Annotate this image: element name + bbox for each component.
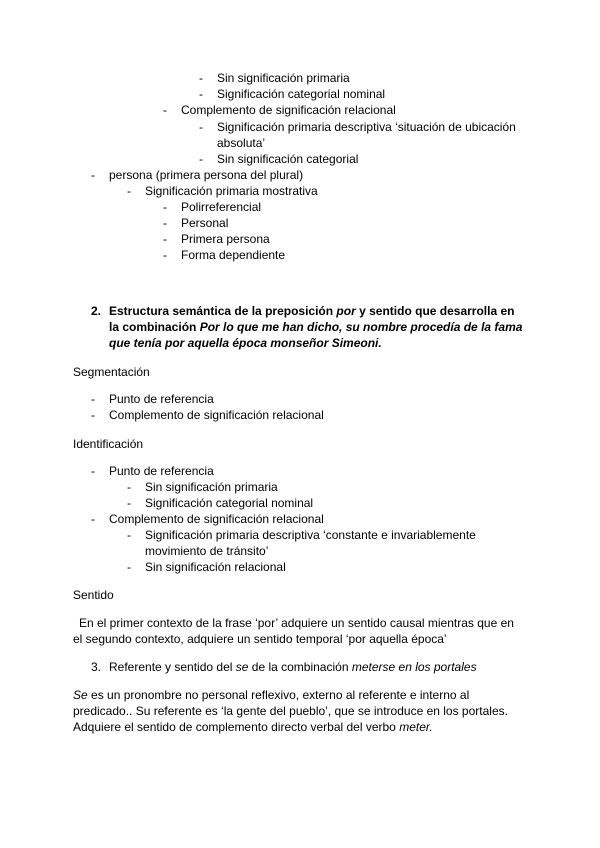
- section-heading-line: Estructura semántica de la preposición por y sentido que desarrolla en: [109, 304, 515, 318]
- subheading: Sentido: [73, 588, 114, 602]
- subheading: Segmentación: [73, 365, 150, 379]
- list-item: - Primera persona: [163, 232, 270, 246]
- list-item: - Sin significación categorial: [199, 152, 359, 166]
- subheading: Identificación: [73, 437, 144, 451]
- section-number: 2.: [91, 304, 102, 318]
- list-item-continuation: absoluta’: [217, 136, 266, 150]
- list-item: - Polirreferencial: [163, 200, 262, 214]
- list-item: - Forma dependiente: [163, 248, 286, 262]
- list-item: - Significación primaria descriptiva ‘situación de ubicación: [199, 120, 516, 134]
- list-item: - Sin significación relacional: [127, 560, 286, 574]
- section-heading-line: la combinación Por lo que me han dicho, su nombre procedía de la fama: [109, 320, 523, 334]
- section-number: 3.: [91, 660, 102, 674]
- list-item: - Sin significación primaria: [199, 71, 350, 85]
- list-item: - Personal: [163, 216, 229, 230]
- paragraph-line: Se es un pronombre no personal reflexivo, externo al referente e interno al: [73, 688, 470, 702]
- list-item: - Sin significación primaria: [127, 480, 278, 494]
- list-item: - Complemento de significación relacional: [91, 408, 324, 422]
- list-item: - Complemento de significación relacional: [91, 512, 324, 526]
- list-item-continuation: movimiento de tránsito’: [145, 544, 269, 558]
- paragraph-line: Adquiere el sentido de complemento directo verbal del verbo meter.: [73, 720, 433, 734]
- section-heading-line: Referente y sentido del se de la combinación meterse en los portales: [109, 660, 477, 674]
- list-item: - Complemento de significación relacional: [163, 103, 396, 117]
- list-item: - persona (primera persona del plural): [91, 168, 304, 182]
- list-item: - Significación primaria mostrativa: [127, 184, 318, 198]
- list-item: - Significación categorial nominal: [199, 87, 386, 101]
- paragraph-line: predicado.. Su referente es ‘la gente del pueblo’, que se introduce en los portales.: [73, 704, 508, 718]
- paragraph-line: En el primer contexto de la frase ‘por’ adquiere un sentido causal mientras que en: [79, 616, 514, 630]
- paragraph-line: el segundo contexto, adquiere un sentido temporal ‘por aquella época’: [73, 632, 447, 646]
- section-heading-line: que tenía por aquella época monseñor Simeoni.: [109, 336, 382, 350]
- list-item: - Significación categorial nominal: [127, 496, 314, 510]
- list-item: - Significación primaria descriptiva ‘constante e invariablemente: [127, 528, 476, 542]
- list-item: - Punto de referencia: [91, 392, 214, 406]
- list-item: - Punto de referencia: [91, 464, 214, 478]
